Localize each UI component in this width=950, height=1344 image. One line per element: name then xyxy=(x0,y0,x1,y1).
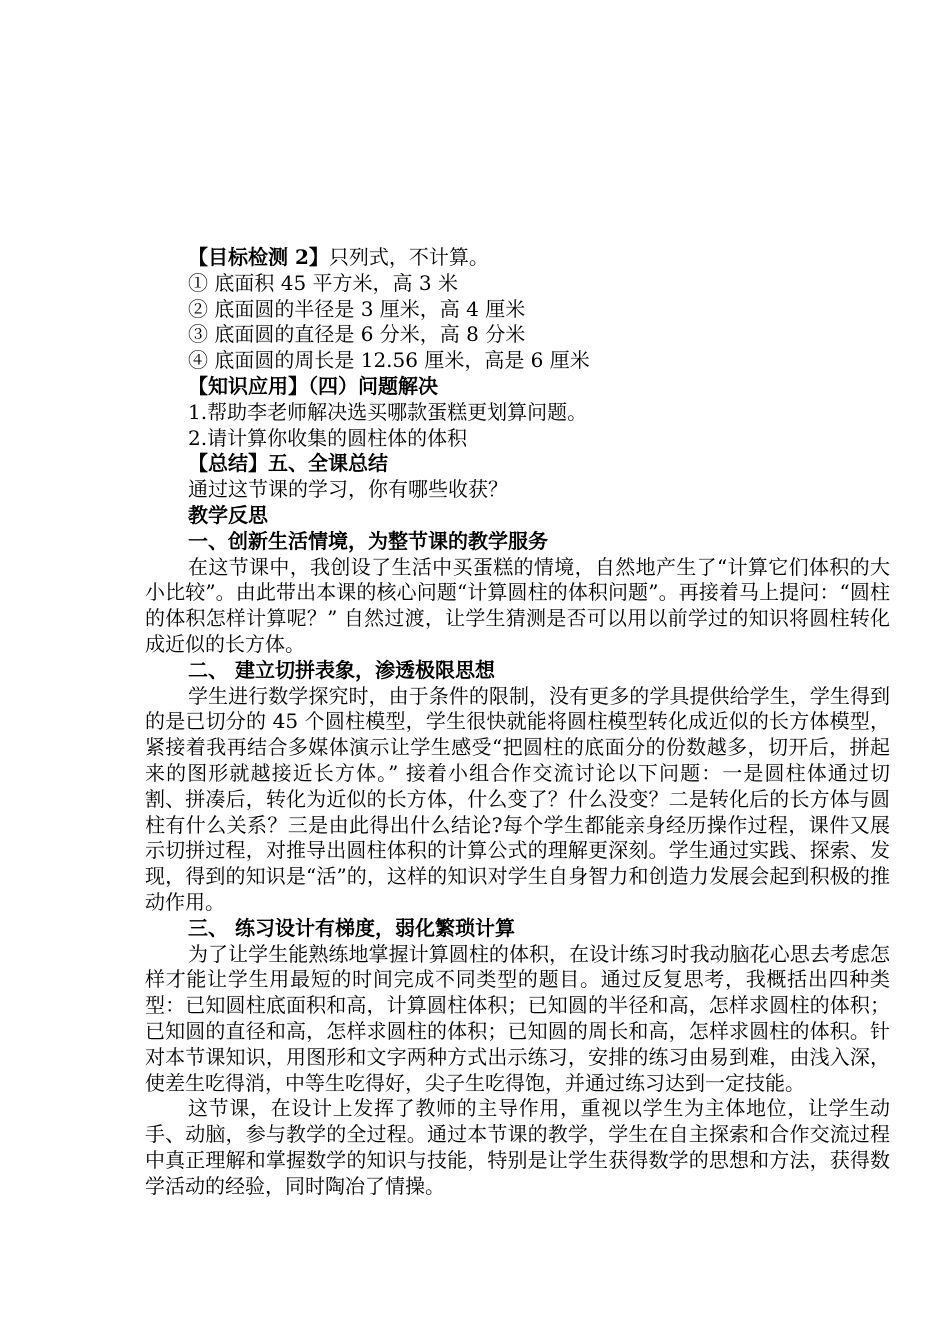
reflection-section-2-heading: 二、 建立切拼表象，渗透极限思想 xyxy=(188,657,495,682)
reflection-section-1-paragraph: 在这节课中，我创设了生活中买蛋糕的情境，自然地产生了“计算它们体积的大小比较”。由此带出本课的核心问题“计算圆柱的体积问题”。再接着马上提问：“圆柱的体积怎样计算呢？” 自然过渡，让学生猜测是否可以用以前学过的知识将圆柱转化成近似的长方体。 xyxy=(145,554,890,656)
goal-check-item-3: ③ 底面圆的直径是 6 分米，高 8 分米 xyxy=(188,322,526,347)
goal-check-item-2: ② 底面圆的半径是 3 厘米，高 4 厘米 xyxy=(188,296,526,321)
goal-check-heading: 【目标检测 2】 xyxy=(188,245,329,269)
reflection-closing-paragraph: 这节课，在设计上发挥了教师的主导作用，重视以学生为主体地位，让学生动手、动脑，参与教学的全过程。通过本节课的教学，学生在自主探索和合作交流过程中真正理解和掌握数学的知识与技能，特别是让学生获得数学的思想和方法，获得数学活动的经验，同时陶冶了情操。 xyxy=(145,1096,890,1198)
goal-check-item-1: ① 底面积 45 平方米，高 3 米 xyxy=(188,270,458,295)
reflection-section-3-paragraph: 为了让学生能熟练地掌握计算圆柱的体积，在设计练习时我动脑花心思去考虑怎样才能让学生用最短的时间完成不同类型的题目。通过反复思考，我概括出四种类型：已知圆柱底面积和高，计算圆柱体积；已知圆的半径和高，怎样求圆柱的体积；已知圆的直径和高，怎样求圆柱的体积；已知圆的周长和高，怎样求圆柱的体积。针对本节课知识，用图形和文字两种方式出示练习，安排的练习由易到难，由浅入深，使差生吃得消，中等生吃得好，尖子生吃得饱，并通过练习达到一定技能。 xyxy=(145,941,890,1095)
summary-heading: 【总结】五、全课总结 xyxy=(188,451,388,476)
application-heading: 【知识应用】（四）问题解决 xyxy=(188,373,438,398)
application-item-1: 1.帮助李老师解决选买哪款蛋糕更划算问题。 xyxy=(188,399,588,424)
reflection-title: 教学反思 xyxy=(188,502,268,527)
document-body xyxy=(145,245,890,1199)
goal-check-line xyxy=(145,245,890,271)
reflection-section-2-paragraph: 学生进行数学探究时，由于条件的限制，没有更多的学具提供给学生，学生得到的是已切分的 45 个圆柱模型，学生很快就能将圆柱模型转化成近似的长方体模型，紧接着我再结合多媒体演示让学生感受“把圆柱的底面分的份数越多，切开后，拼起来的图形就越接近长方体。” 接着小组合作交流讨论以下问题：一是圆柱体通过切割、拼凑后，转化为近似的长方体，什么变了？什么没变？二是转化后的长方体与圆柱有什么关系？三是由此得出什么结论?每个学生都能亲身经历操作过程，课件又展示切拼过程，对推导出圆柱体积的计算公式的理解更深刻。学生通过实践、探索、发现，得到的知识是“活”的，这样的知识对学生自身智力和创造力发展会起到积极的推动作用。 xyxy=(145,683,890,914)
reflection-section-3-heading: 三、 练习设计有梯度，弱化繁琐计算 xyxy=(188,915,515,940)
goal-check-item-4: ④ 底面圆的周长是 12.56 厘米，高是 6 厘米 xyxy=(188,348,590,373)
summary-question: 通过这节课的学习，你有哪些收获？ xyxy=(188,477,508,502)
application-item-2: 2.请计算你收集的圆柱体的体积 xyxy=(188,425,468,450)
goal-check-instruction: 只列式，不计算。 xyxy=(328,245,489,269)
reflection-section-1-heading: 一、创新生活情境，为整节课的教学服务 xyxy=(188,528,548,553)
